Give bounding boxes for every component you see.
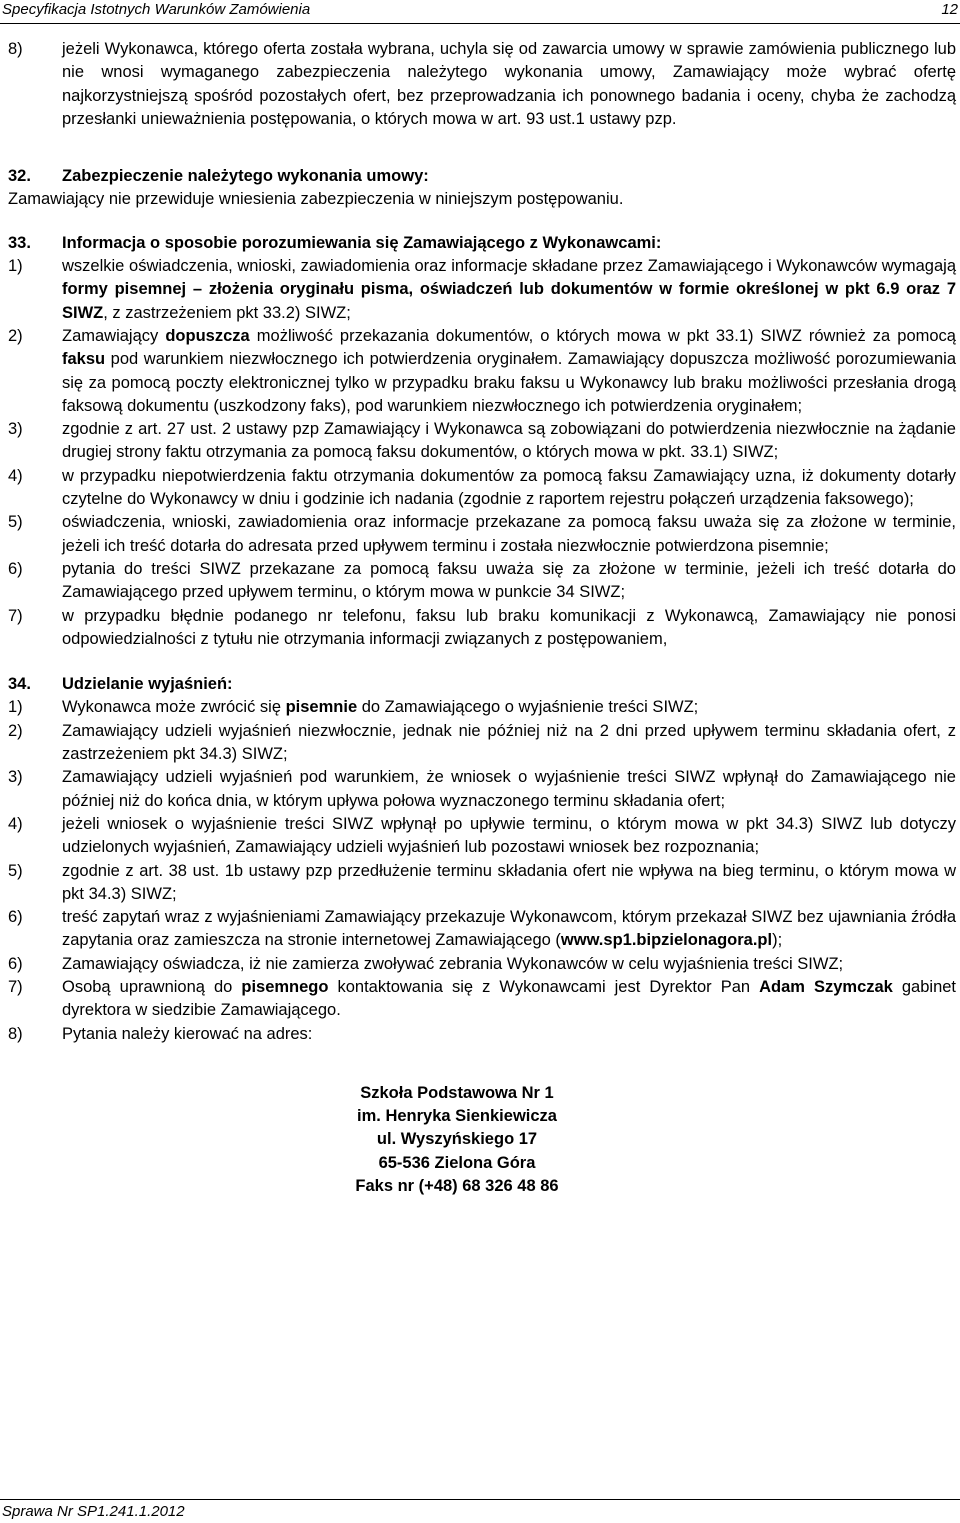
item-number: 8) <box>8 40 23 58</box>
item-number: 4) <box>8 814 23 833</box>
section-title: Udzielanie wyjaśnień: <box>62 675 233 694</box>
item-text: Pytania należy kierować na adres: <box>62 1024 313 1043</box>
page-header <box>0 0 960 24</box>
website-link: www.sp1.bipzielonagora.pl <box>560 931 773 950</box>
item-number: 6) <box>8 908 23 927</box>
list-item <box>8 511 956 558</box>
item-number: 8) <box>8 1024 23 1043</box>
item-text: treść zapytań wraz z wyjaśnieniami Zamawiający przekazuje Wykonawcom, którym przekazał SIWZ bez ujawniania źródła zapytania oraz zamieszcza na stronie internetowej Zamawiającego (www.sp1.bipzielonagora.pl); <box>62 908 956 950</box>
list-item <box>8 720 956 767</box>
item-text: Zamawiający dopuszcza możliwość przekazania dokumentów, o których mowa w pkt 33.1) SIWZ również za pomocą faksu pod warunkiem niezwłocznego ich potwierdzenia oryginałem. Zamawiający dopuszcza możliwość porozumiewania się za pomocą poczty elektronicznej tylko w przypadku braku faksu u Wykonawcy lub braku możliwości przesłania drogą faksową dokumentu (uszkodzony faks), pod warunkiem niezwłocznego ich potwierdzenia oryginałem; <box>62 326 956 415</box>
item-text: jeżeli Wykonawca, którego oferta została wybrana, uchyla się od zawarcia umowy w sprawie zamówienia publicznego lub nie wnosi wymaganego zabezpieczenia należytego wykonania umowy, Zamawiający może wybrać ofertę najkorzystniejszą spośród pozostałych ofert, bez przeprowadzania ich ponownego badania i oceny, chyba że zachodzą przesłanki unieważnienia postępowania, o których mowa w art. 93 ust.1 ustawy pzp. <box>62 40 956 128</box>
document-body <box>8 38 956 1198</box>
section-number: 32. <box>8 167 31 186</box>
list-item <box>8 1023 956 1046</box>
item-text: Zamawiający udzieli wyjaśnień niezwłocznie, jednak nie później niż na 2 dni przed upływem terminu składania ofert, z zastrzeżeniem pkt 34.3) SIWZ; <box>62 721 956 764</box>
item-text: w przypadku błędnie podanego nr telefonu, faksu lub braku komunikacji z Wykonawcą, Zamawiający nie ponosi odpowiedzialności z tytułu nie otrzymania informacji związanych z postępowaniem, <box>62 606 956 648</box>
document-title: Specyfikacja Istotnych Warunków Zamówienia <box>2 1 311 18</box>
paragraph-8 <box>8 38 956 131</box>
item-text: zgodnie z art. 38 ust. 1b ustawy pzp przedłużenie terminu składania ofert nie wpływa na bieg terminu, o którym mowa w pkt 34.3) SIWZ; <box>62 861 956 903</box>
item-text: jeżeli wniosek o wyjaśnienie treści SIWZ wpłynął po upływie terminu, o którym mowa w pkt 34.3) SIWZ lub dotyczy udzielonych wyjaśnień, Zamawiający udzieli wyjaśnień lub pozostawi wniosek bez rozpoznania; <box>62 814 956 857</box>
item-text: Osobą uprawnioną do pisemnego kontaktowania się z Wykonawcami jest Dyrektor Pan Adam Szymczak gabinet dyrektora w siedzibie Zamawiającego. <box>62 977 957 1020</box>
section-title: Zabezpieczenie należytego wykonania umowy: <box>62 167 429 186</box>
list-item <box>8 813 956 860</box>
address-line: Faks nr (+48) 68 326 48 86 <box>355 1177 559 1196</box>
item-text: w przypadku niepotwierdzenia faktu otrzymania dokumentów za pomocą faksu Zamawiający uzna, iż dokumenty dotarły czytelne do Wykonawcy w dniu i godzinie ich nadania (zgodnie z raportem rejestru połączeń urządzenia faksowego); <box>62 466 956 509</box>
item-number: 4) <box>8 466 23 485</box>
section-number: 34. <box>8 675 31 694</box>
section-32-note: Zamawiający nie przewiduje wniesienia zabezpieczenia w niniejszym postępowaniu. <box>8 190 624 209</box>
item-number: 5) <box>8 513 23 532</box>
item-number: 5) <box>8 861 23 880</box>
list-item <box>8 325 956 418</box>
header-divider <box>0 23 960 24</box>
list-item <box>8 696 956 719</box>
section-34-heading <box>8 673 956 696</box>
section-title: Informacja o sposobie porozumiewania się Zamawiającego z Wykonawcami: <box>62 233 662 252</box>
list-item <box>8 906 956 953</box>
section-number: 33. <box>8 233 31 252</box>
item-text: Zamawiający oświadcza, iż nie zamierza zwoływać zebrania Wykonawców w celu wyjaśnienia treści SIWZ; <box>62 954 844 973</box>
address-line: 65-536 Zielona Góra <box>378 1153 536 1172</box>
section-32-heading <box>8 165 956 188</box>
item-number: 7) <box>8 977 23 996</box>
address-line: ul. Wyszyńskiego 17 <box>376 1130 538 1149</box>
case-number: Sprawa Nr SP1.241.1.2012 <box>2 1503 185 1520</box>
list-item <box>8 418 956 465</box>
item-text: oświadczenia, wnioski, zawiadomienia oraz informacje przekazane za pomocą faksu uważa się za złożone w terminie, jeżeli ich treść dotarła do adresata przed upływem terminu i została niezwłocznie potwierdzona pisemnie; <box>62 513 956 555</box>
item-text: Zamawiający udzieli wyjaśnień pod warunkiem, że wniosek o wyjaśnienie treści SIWZ wpłynął do Zamawiającego nie później niż do końca dnia, w którym upływa połowa wyznaczonego terminu składania ofert; <box>62 768 956 810</box>
item-number: 2) <box>8 721 23 740</box>
item-number: 6) <box>8 954 23 973</box>
list-item <box>8 766 956 813</box>
item-number: 1) <box>8 257 23 276</box>
address-line: im. Henryka Sienkiewicza <box>357 1107 557 1126</box>
list-item <box>8 976 956 1023</box>
list-item <box>8 255 956 325</box>
page-footer <box>0 1499 960 1523</box>
item-text: Wykonawca może zwrócić się pisemnie do Zamawiającego o wyjaśnienie treści SIWZ; <box>62 698 699 717</box>
item-number: 3) <box>8 768 23 787</box>
list-item <box>8 465 956 512</box>
item-number: 3) <box>8 420 23 439</box>
item-text: pytania do treści SIWZ przekazane za pomocą faksu uważa się za złożone w terminie, jeżeli ich treść dotarła do Zamawiającego przed upływem terminu, o którym mowa w punkcie 34 SIWZ; <box>62 559 956 602</box>
section-33-heading <box>8 232 956 255</box>
list-item <box>8 860 956 907</box>
list-item <box>8 605 956 652</box>
item-text: wszelkie oświadczenia, wnioski, zawiadomienia oraz informacje składane przez Zamawiającego i Wykonawców wymagają formy pisemnej – złożenia oryginału pisma, oświadczeń lub dokumentów w formie określonej w pkt 6.9 oraz 7 SIWZ, z zastrzeżeniem pkt 33.2) SIWZ; <box>62 257 956 322</box>
list-item <box>8 558 956 605</box>
item-number: 7) <box>8 606 23 625</box>
item-number: 2) <box>8 326 23 345</box>
footer-divider <box>0 1499 960 1500</box>
item-number: 6) <box>8 559 23 578</box>
list-item <box>8 953 956 976</box>
address-line: Szkoła Podstawowa Nr 1 <box>360 1083 554 1102</box>
page-number: 12 <box>941 1 958 18</box>
item-text: zgodnie z art. 27 ust. 2 ustawy pzp Zamawiający i Wykonawca są zobowiązani do potwierdzenia niezwłocznie na żądanie drugiej strony faktu otrzymania za pomocą faksu dokumentów, o których mowa w pkt. 33.1) SIWZ; <box>62 420 956 462</box>
item-number: 1) <box>8 698 23 717</box>
address-block <box>0 1082 956 1198</box>
